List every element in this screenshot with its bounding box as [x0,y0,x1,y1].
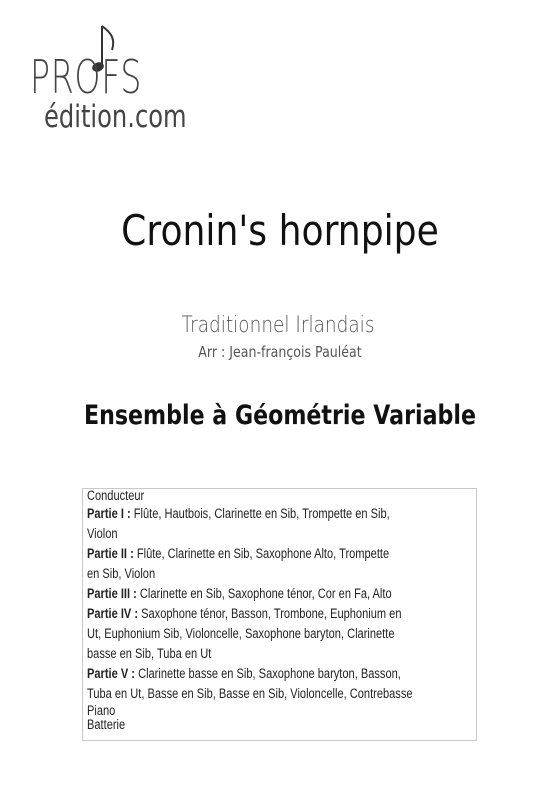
partie-4-text-c: basse en Sib, Tuba en Ut [87,645,212,661]
parts-partie-3-line-1 [87,584,472,604]
score-title: Cronin's hornpipe [121,206,439,255]
parts-list-box [82,488,477,741]
partie-2-text-a: Flûte, Clarinette en Sib, Saxophone Alto, Trompette [133,545,390,561]
ensemble-subtitle: Ensemble à Géométrie Variable [83,400,477,431]
partie-5-heading: Partie V : [87,665,135,681]
partie-1-text-b: Violon [87,525,118,541]
parts-partie-2-line-1 [87,544,472,564]
partie-3-heading: Partie III : [87,585,137,601]
partie-1-text-a: Flûte, Hautbois, Clarinette en Sib, Trompette en Sib, [130,505,390,521]
parts-partie-1-line-1 [87,504,472,524]
arranger: Arr : Jean-françois Pauléat [198,343,362,361]
profs-edition-logo [30,22,210,142]
partie-3-text-a: Clarinette en Sib, Saxophone ténor, Cor en Fa, Alto [136,585,392,601]
parts-partie-5-line-1 [87,664,472,684]
composer: Traditionnel Irlandais [181,313,375,338]
partie-1-heading: Partie I : [87,505,131,521]
partie-5-text-a: Clarinette basse en Sib, Saxophone baryton, Basson, [134,665,401,681]
partie-4-text-b: Ut, Euphonium Sib, Violoncelle, Saxophone baryton, Clarinette [87,625,395,641]
partie-4-text-a: Saxophone ténor, Basson, Trombone, Euphonium en [138,605,402,621]
parts-partie-4-line-1 [87,604,472,624]
partie-5-text-b: Tuba en Ut, Basse en Sib, Basse en Sib, Violoncelle, Contrebasse [87,685,413,701]
partie-2-heading: Partie II : [87,545,134,561]
logo-domain-text: édition.com [44,99,187,135]
partie-4-heading: Partie IV : [87,605,139,621]
parts-piano: Piano [87,702,116,718]
logo-brand-text: PROFS [30,50,143,104]
parts-conductor: Conducteur [87,488,145,503]
partie-2-text-b: en Sib, Violon [87,565,156,581]
parts-drums: Batterie [87,717,126,732]
